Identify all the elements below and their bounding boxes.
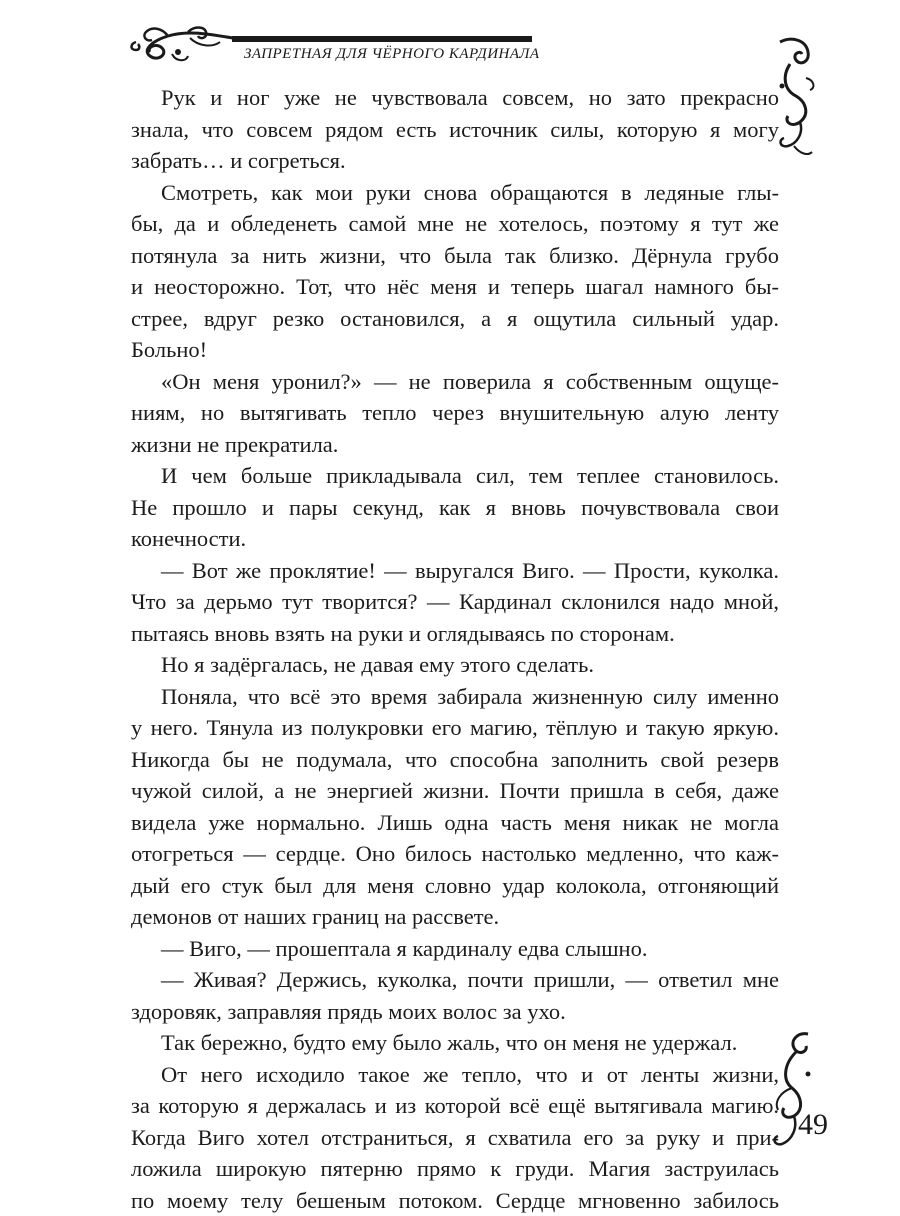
page-number: 49: [798, 1108, 828, 1142]
text-line: потянула за нить жизни, что была так близко. Дёрнула грубо: [131, 240, 779, 272]
text-line: ложила широкую пятерню прямо к груди. Магия заструилась: [131, 1153, 779, 1185]
text-line: Смотреть, как мои руки снова обращаются в ледяные глы-: [131, 177, 779, 209]
text-line: жизни не прекратила.: [131, 429, 779, 461]
text-line: конечности.: [131, 523, 779, 555]
text-line: бы, да и обледенеть самой мне не хотелось, поэтому я тут же: [131, 208, 779, 240]
text-line: Но я задёргалась, не давая ему этого сделать.: [131, 649, 779, 681]
text-line: дый его стук был для меня словно удар колокола, отгоняющий: [131, 870, 779, 902]
text-line: Поняла, что всё это время забирала жизненную силу именно: [131, 681, 779, 713]
text-line: От него исходило такое же тепло, что и от ленты жизни,: [131, 1059, 779, 1091]
text-line: Не прошло и пары секунд, как я вновь почувствовала свои: [131, 492, 779, 524]
text-line: демонов от наших границ на рассвете.: [131, 901, 779, 933]
text-line: знала, что совсем рядом есть источник силы, которую я могу: [131, 114, 779, 146]
text-line: пытаясь вновь взять на руки и оглядываясь по сторонам.: [131, 618, 779, 650]
text-line: «Он меня уронил?» — не поверила я собственным ощуще-: [131, 366, 779, 398]
text-line: по моему телу бешеным потоком. Сердце мгновенно забилось: [131, 1185, 779, 1216]
text-line: — Виго, — прошептала я кардиналу едва слышно.: [131, 933, 779, 965]
text-line: видела уже нормально. Лишь одна часть меня никак не могла: [131, 807, 779, 839]
header-rule: [232, 36, 532, 42]
running-title: ЗАПРЕТНАЯ ДЛЯ ЧЁРНОГО КАРДИНАЛА: [244, 46, 540, 63]
text-line: Никогда бы не подумала, что способна заполнить свой резерв: [131, 744, 779, 776]
text-line: Когда Виго хотел отстраниться, я схватила его за руку и при-: [131, 1122, 779, 1154]
text-line: И чем больше прикладывала сил, тем теплее становилось.: [131, 460, 779, 492]
text-line: Больно!: [131, 334, 779, 366]
text-line: здоровяк, заправляя прядь моих волос за ухо.: [131, 996, 779, 1028]
text-line: у него. Тянула из полукровки его магию, тёплую и такую яркую.: [131, 712, 779, 744]
text-line: Так бережно, будто ему было жаль, что он меня не удержал.: [131, 1027, 779, 1059]
text-line: Рук и ног уже не чувствовала совсем, но зато прекрасно: [131, 82, 779, 114]
text-line: за которую я держалась и из которой всё ещё вытягивала магию.: [131, 1090, 779, 1122]
header-flourish-ornament: [128, 24, 238, 68]
text-line: забрать… и согреться.: [131, 145, 779, 177]
text-line: Что за дерьмо тут творится? — Кардинал склонился надо мной,: [131, 586, 779, 618]
text-line: — Вот же проклятие! — выругался Виго. — Прости, куколка.: [131, 555, 779, 587]
text-line: — Живая? Держись, куколка, почти пришли, — ответил мне: [131, 964, 779, 996]
text-line: и неосторожно. Тот, что нёс меня и теперь шагал намного бы-: [131, 271, 779, 303]
text-line: отогреться — сердце. Оно билось настолько медленно, что каж-: [131, 838, 779, 870]
text-line: стрее, вдруг резко остановился, а я ощутила сильный удар.: [131, 303, 779, 335]
text-line: чужой силой, а не энергией жизни. Почти пришла в себя, даже: [131, 775, 779, 807]
body-text: [131, 82, 779, 1216]
text-line: ниям, но вытягивать тепло через внушительную алую ленту: [131, 397, 779, 429]
